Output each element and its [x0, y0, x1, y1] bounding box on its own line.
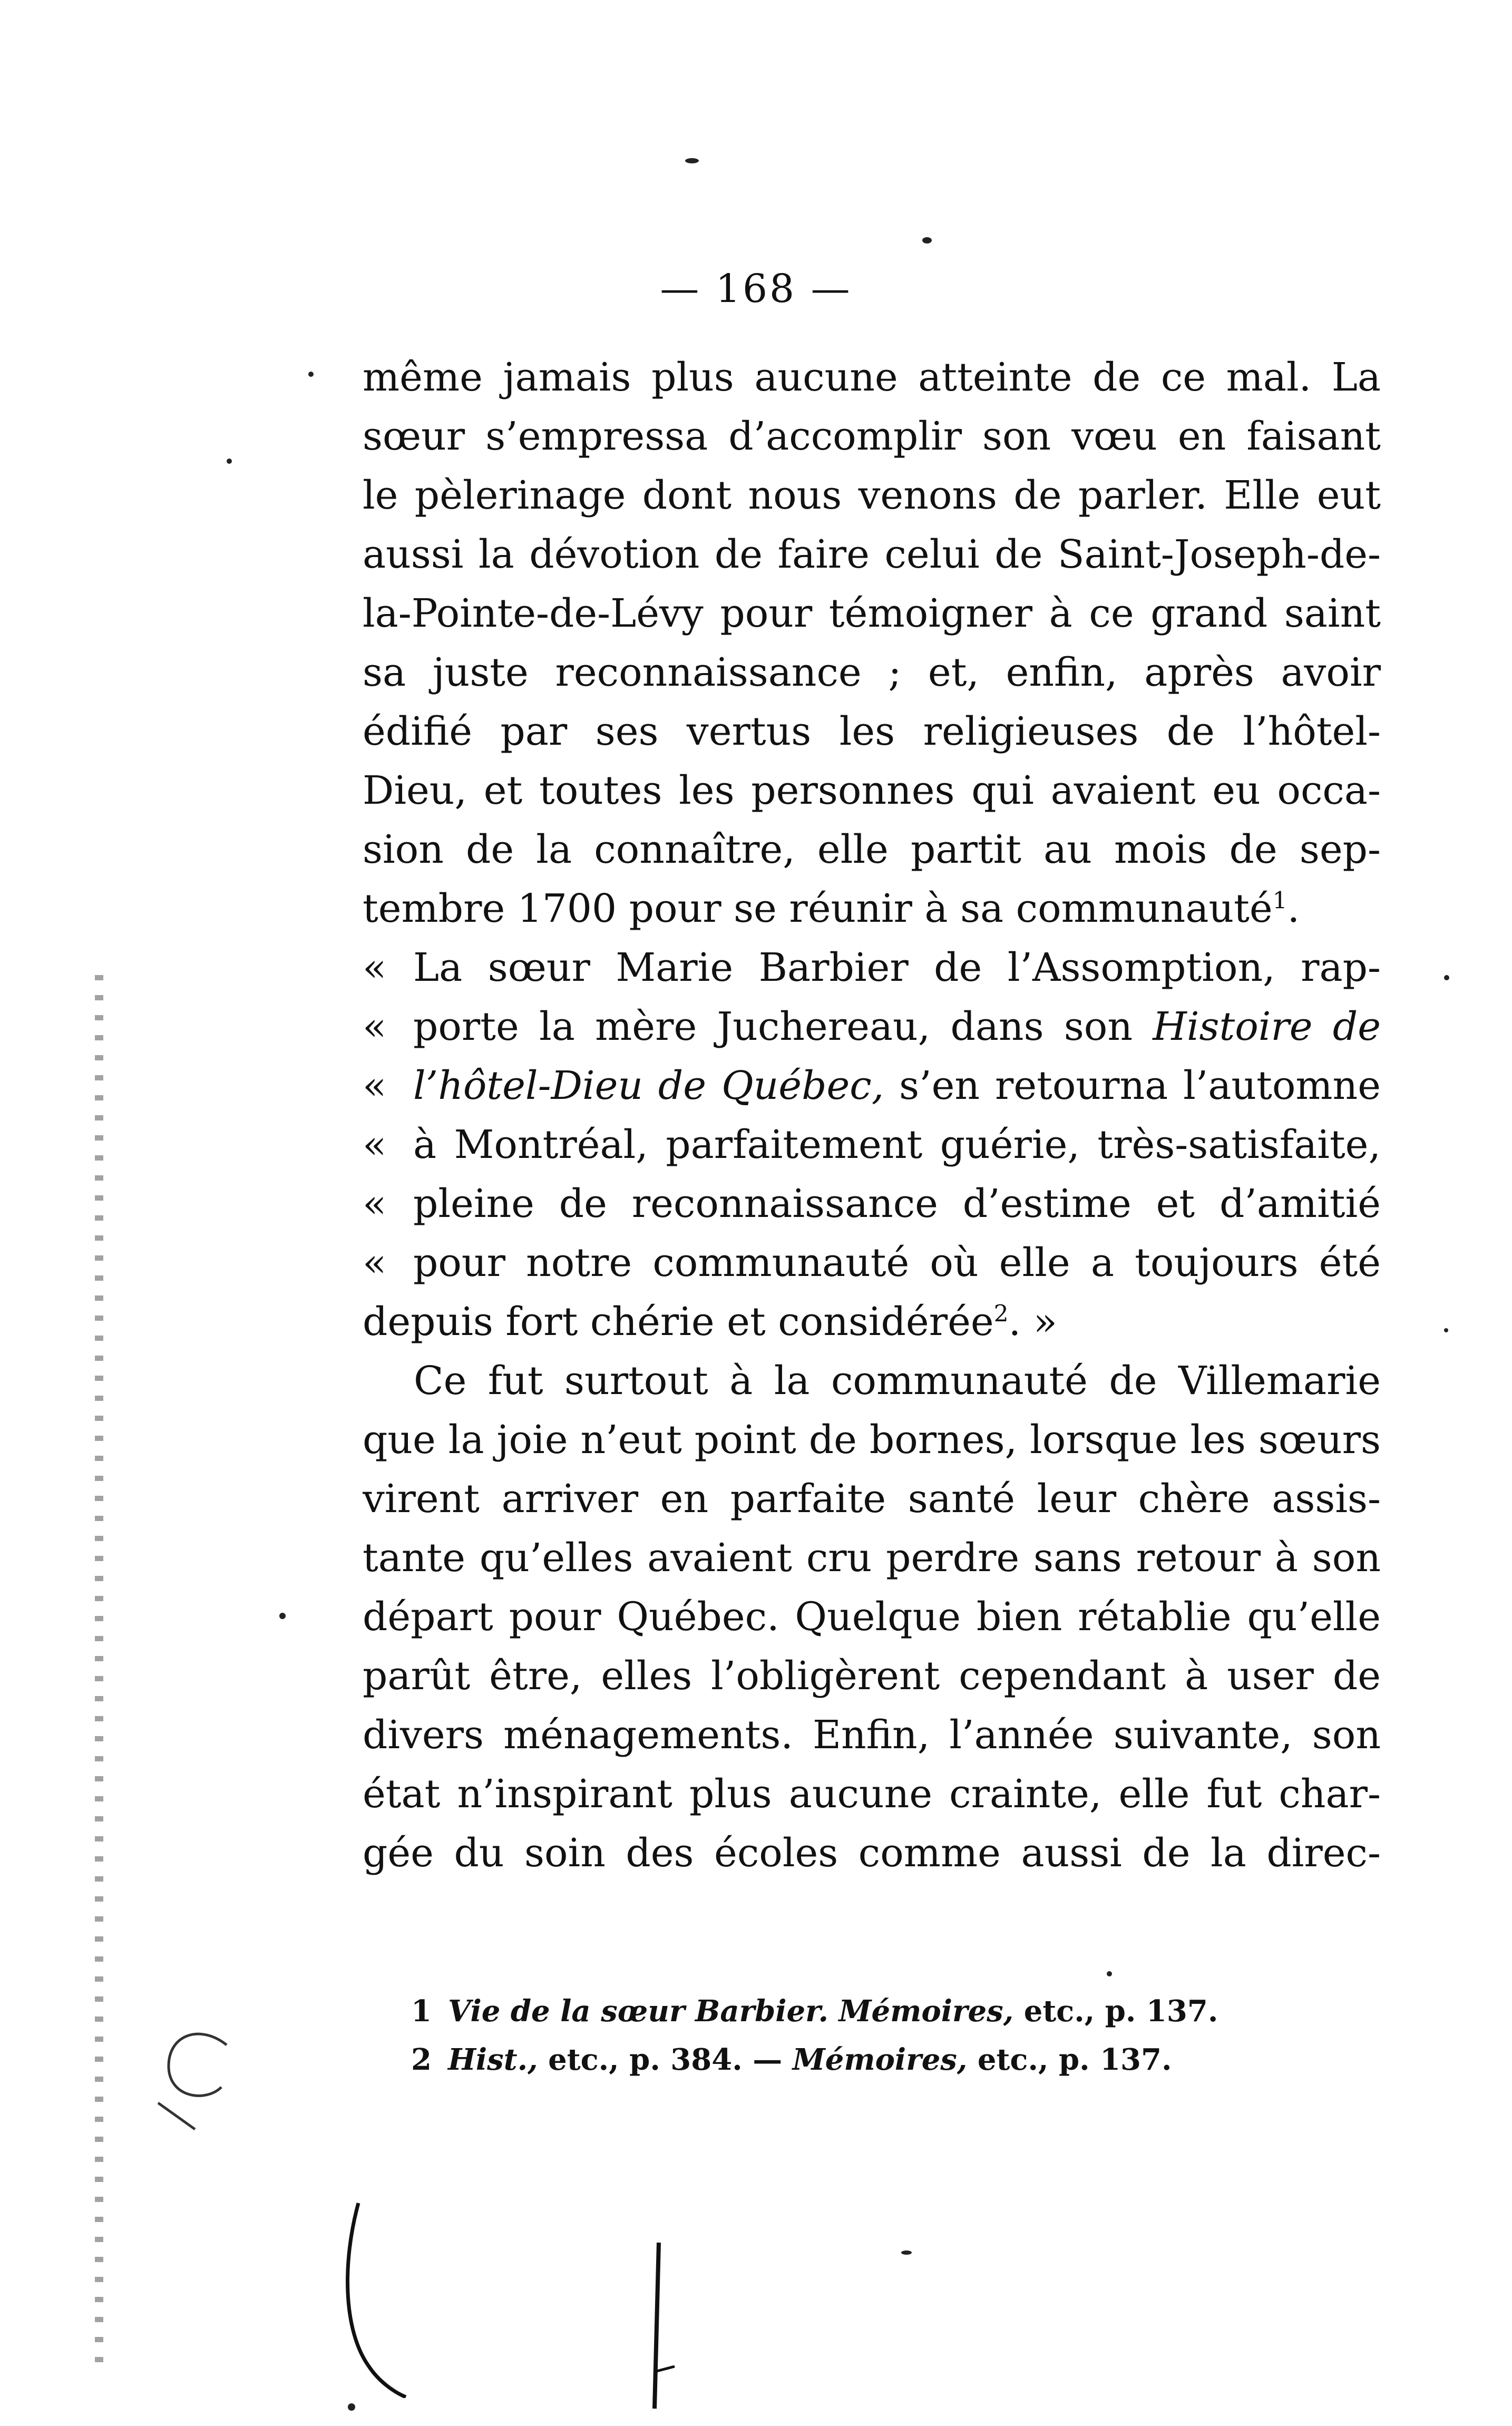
text-line [363, 879, 1381, 938]
footnote [411, 1987, 1412, 2035]
ink-curve-mark [337, 2198, 411, 2398]
quote-mark: « [363, 1063, 387, 1108]
quote-text: pour notre communauté où elle a toujours été [413, 1240, 1381, 1285]
quote-text: pleine de reconnaissance d’estime et d’amitié [413, 1181, 1381, 1226]
footnote [411, 2035, 1412, 2084]
quote-end-line [363, 1292, 1381, 1351]
scan-speck [308, 372, 314, 377]
scan-speck [1444, 1328, 1448, 1332]
footnote-text: etc., p. 137. [977, 2042, 1172, 2077]
text-line: aussi la dévotion de faire celui de Saint-Joseph-de- [363, 532, 1381, 577]
text-line: état n’inspirant plus aucune crainte, elle fut char- [363, 1771, 1381, 1817]
scan-speck [227, 459, 232, 464]
text-line: sœur s’empressa d’accomplir son vœu en faisant [363, 414, 1381, 459]
scan-speck [922, 237, 932, 243]
footnote-number: 1 [411, 1994, 432, 2029]
footnote-text: etc., p. 137. [1023, 1994, 1218, 2029]
text-line: gée du soin des écoles comme aussi de la direc- [363, 1830, 1381, 1876]
quote-end-text: depuis fort chérie et considérée [363, 1299, 994, 1344]
text-line: même jamais plus aucune atteinte de ce mal. La [363, 355, 1381, 400]
footnote-italic: Mémoires, [792, 2042, 968, 2077]
text-line: que la joie n’eut point de bornes, lorsque les sœurs [363, 1417, 1381, 1463]
quote-mark: « [363, 1122, 387, 1167]
text-line: départ pour Québec. Quelque bien rétablie qu’elle [363, 1594, 1381, 1640]
quote-line [363, 938, 1381, 997]
text-line: divers ménagements. Enfin, l’année suivante, son [363, 1712, 1381, 1758]
text-line-content: tembre 1700 pour se réunir à sa communauté [363, 886, 1273, 931]
footnote-ref-1: 1 [1272, 887, 1287, 914]
book-title-italic: l’hôtel-Dieu de Québec, [413, 1063, 884, 1108]
footnote-italic: Hist., [448, 2042, 538, 2077]
quote-mark: « [363, 1004, 387, 1049]
scan-speck [1107, 1971, 1112, 1976]
scan-speck [901, 2250, 912, 2255]
quote-line [363, 1233, 1381, 1292]
punctuation: . [1287, 886, 1300, 931]
footnote-ref-2: 2 [993, 1300, 1009, 1328]
footnote-text: etc., p. 384. — [548, 2042, 783, 2077]
page-number: — 168 — [660, 266, 852, 311]
quote-mark: « [363, 1181, 387, 1226]
scan-speck [279, 1613, 286, 1619]
text-line: sa juste reconnaissance ; et, enfin, après avoir [363, 650, 1381, 695]
quote-line [363, 1174, 1381, 1233]
quote-line [363, 997, 1381, 1056]
text-line: virent arriver en parfaite santé leur chère assis- [363, 1476, 1381, 1522]
quote-text [413, 1056, 1381, 1115]
text-line: parût être, elles l’obligèrent cependant à user de [363, 1653, 1381, 1699]
quote-text-roman: porte la mère Juchereau, dans son [413, 1004, 1133, 1049]
quote-mark: « [363, 1240, 387, 1285]
quote-text: à Montréal, parfaitement guérie, très-satisfaite, [413, 1122, 1381, 1167]
quote-line [363, 1115, 1381, 1174]
footnote-italic: Vie de la sœur Barbier. Mémoires, [448, 1994, 1014, 2029]
text-line: édifié par ses vertus les religieuses de l’hôtel- [363, 709, 1381, 754]
quote-text [413, 997, 1381, 1056]
footnote-number: 2 [411, 2042, 432, 2077]
quote-text-roman: s’en retourna l’automne [899, 1063, 1381, 1108]
quote-mark: « [363, 945, 387, 990]
text-line: tante qu’elles avaient cru perdre sans retour à son [363, 1535, 1381, 1581]
ink-loop-mark [148, 2024, 253, 2145]
quote-line [363, 1056, 1381, 1115]
text-line: Ce fut surtout à la communauté de Villemarie [414, 1358, 1381, 1404]
text-line: sion de la connaître, elle partit au mois de sep- [363, 827, 1381, 872]
text-line: Dieu, et toutes les personnes qui avaient eu occa- [363, 768, 1381, 813]
scan-speck [348, 2403, 355, 2411]
quote-text: La sœur Marie Barbier de l’Assomption, rap- [413, 945, 1381, 990]
scan-speck [1444, 975, 1449, 980]
scan-speck [685, 158, 699, 163]
text-line: le pèlerinage dont nous venons de parler. Elle eut [363, 473, 1381, 518]
scan-edge-artifact [95, 975, 103, 2372]
quote-close: . » [1008, 1299, 1057, 1344]
text-line: la-Pointe-de-Lévy pour témoigner à ce grand saint [363, 591, 1381, 636]
ink-stroke-mark [627, 2240, 690, 2414]
book-title-italic: Histoire de [1153, 1004, 1381, 1049]
